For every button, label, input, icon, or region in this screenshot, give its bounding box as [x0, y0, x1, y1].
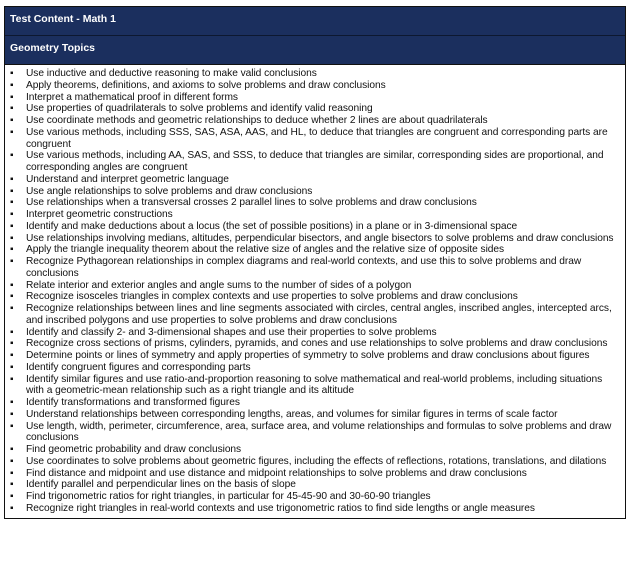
topic-text: Recognize isosceles triangles in complex contexts and use properties to solve problems and draw conclusions: [26, 291, 518, 303]
topic-text: Find trigonometric ratios for right triangles, in particular for 45-45-90 and 30-60-90 triangles: [26, 491, 431, 502]
topic-item: [9, 256, 621, 280]
bullet-icon: ▪: [10, 103, 14, 115]
bullet-icon: ▪: [10, 279, 14, 291]
bullet-icon: ▪: [10, 291, 14, 303]
topic-item: [9, 150, 621, 174]
topic-text: Use length, width, perimeter, circumference, area, surface area, and volume relationships and formulas to solve problems and draw conclusions: [26, 420, 612, 444]
topic-item: [9, 80, 621, 92]
topic-text: Use coordinate methods and geometric relationships to deduce whether 2 lines are about quadrilaterals: [26, 115, 488, 126]
topic-item: [9, 409, 621, 421]
bullet-icon: ▪: [10, 479, 14, 491]
topic-item: [9, 291, 621, 303]
topic-item: [9, 503, 621, 515]
topic-text: Recognize cross sections of prisms, cylinders, pyramids, and cones and use relationships to solve problems and draw conclusions: [26, 338, 608, 350]
topic-item: [9, 468, 621, 480]
topic-text: Apply the triangle inequality theorem about the relative size of angles and the relative size of opposite sides: [26, 244, 505, 256]
table-subtitle: Geometry Topics: [5, 36, 625, 65]
topic-text: Identify transformations and transformed figures: [26, 397, 240, 408]
topic-text: Identify and make deductions about a locus (the set of possible positions) in a plane or in 3-dimensional space: [26, 220, 518, 232]
topic-text: Understand and interpret geometric language: [26, 173, 229, 185]
topic-item: [9, 127, 621, 151]
bullet-icon: ▪: [10, 256, 14, 267]
topic-item: [9, 338, 621, 350]
topic-item: [9, 479, 621, 491]
bullet-icon: ▪: [10, 220, 14, 232]
topic-text: Use relationships involving medians, altitudes, perpendicular bisectors, and angle bisectors to solve problems and draw conclusions: [26, 232, 614, 244]
topic-text: Use relationships when a transversal crosses 2 parallel lines to solve problems and draw conclusions: [26, 197, 477, 209]
bullet-icon: ▪: [10, 444, 14, 455]
topic-item: [9, 186, 621, 198]
bullet-icon: ▪: [10, 68, 14, 79]
topic-text: Identify and classify 2- and 3-dimensional shapes and use their properties to solve problems: [26, 326, 437, 338]
topic-item: [9, 92, 621, 104]
topic-item: [9, 397, 621, 409]
bullet-icon: ▪: [10, 373, 14, 385]
topic-item: [9, 174, 621, 186]
bullet-icon: ▪: [10, 126, 14, 138]
topic-item: [9, 103, 621, 115]
topic-text: Use angle relationships to solve problems and draw conclusions: [26, 185, 313, 197]
topic-item: [9, 350, 621, 362]
topic-text: Use coordinates to solve problems about geometric figures, including the effects of reflections, rotations, translations, and dilations: [26, 455, 607, 467]
bullet-icon: ▪: [10, 502, 14, 514]
bullet-icon: ▪: [10, 209, 14, 220]
bullet-icon: ▪: [10, 91, 14, 103]
topic-text: Recognize right triangles in real-world contexts and use trigonometric ratios to find side lengths or angle measures: [26, 502, 535, 514]
topic-item: [9, 327, 621, 339]
topic-text: Recognize Pythagorean relationships in complex diagrams and real-world contexts, and use this to solve problems and draw conclusions: [26, 256, 582, 279]
bullet-icon: ▪: [10, 338, 14, 350]
topic-text: Use various methods, including AA, SAS, and SSS, to deduce that triangles are similar, corresponding sides are proportional, and corresponding angles are congruent: [26, 150, 604, 173]
topic-item: [9, 362, 621, 374]
topic-text: Identify similar figures and use ratio-and-proportion reasoning to solve mathematical and real-world problems, including situations with a geometric-mean relationship such as a right triangle and its altitude: [26, 373, 603, 397]
topic-text: Use inductive and deductive reasoning to make valid conclusions: [26, 68, 317, 79]
topic-text: Interpret a mathematical proof in different forms: [26, 91, 238, 103]
topic-text: Determine points or lines of symmetry and apply properties of symmetry to solve problems and draw conclusions about figures: [26, 350, 590, 361]
topic-text: Interpret geometric constructions: [26, 209, 173, 220]
bullet-icon: ▪: [10, 232, 14, 244]
topic-item: [9, 491, 621, 503]
topic-item: [9, 221, 621, 233]
bullet-icon: ▪: [10, 197, 14, 209]
topic-text: Use properties of quadrilaterals to solve problems and identify valid reasoning: [26, 103, 373, 115]
topic-item: [9, 421, 621, 445]
bullet-icon: ▪: [10, 491, 14, 502]
bullet-icon: ▪: [10, 397, 14, 408]
topics-list: [9, 68, 621, 515]
topic-item: [9, 233, 621, 245]
topic-text: Find distance and midpoint and use distance and midpoint relationships to solve problems and draw conclusions: [26, 467, 527, 479]
topic-item: [9, 456, 621, 468]
bullet-icon: ▪: [10, 150, 14, 162]
topic-item: [9, 444, 621, 456]
bullet-icon: ▪: [10, 173, 14, 185]
bullet-icon: ▪: [10, 455, 14, 467]
bullet-icon: ▪: [10, 350, 14, 361]
bullet-icon: ▪: [10, 467, 14, 479]
topic-item: [9, 209, 621, 221]
topic-text: Recognize relationships between lines and line segments associated with circles, central angles, inscribed angles, intercepted arcs, and inscribed polygons and use properties to solve problems and draw conclusions: [26, 303, 612, 326]
bullet-icon: ▪: [10, 115, 14, 126]
bullet-icon: ▪: [10, 420, 14, 432]
bullet-icon: ▪: [10, 185, 14, 197]
topic-item: [9, 115, 621, 127]
topic-text: Use various methods, including SSS, SAS, ASA, AAS, and HL, to deduce that triangles are congruent and corresponding parts are congruent: [26, 126, 608, 150]
topic-text: Apply theorems, definitions, and axioms to solve problems and draw conclusions: [26, 79, 386, 91]
topic-item: [9, 244, 621, 256]
content-table: [4, 6, 626, 519]
topic-item: [9, 374, 621, 398]
bullet-icon: ▪: [10, 408, 14, 420]
topics-cell: [5, 65, 625, 518]
topic-text: Identify parallel and perpendicular lines on the basis of slope: [26, 479, 296, 491]
topic-text: Find geometric probability and draw conclusions: [26, 444, 242, 455]
topic-text: Relate interior and exterior angles and angle sums to the number of sides of a polygon: [26, 279, 412, 291]
topic-item: [9, 303, 621, 327]
table-title: Test Content - Math 1: [5, 7, 625, 36]
bullet-icon: ▪: [10, 326, 14, 338]
topic-item: [9, 197, 621, 209]
topic-text: Understand relationships between corresponding lengths, areas, and volumes for similar figures in terms of scale factor: [26, 408, 558, 420]
topic-text: Identify congruent figures and corresponding parts: [26, 361, 251, 373]
bullet-icon: ▪: [10, 79, 14, 91]
bullet-icon: ▪: [10, 361, 14, 373]
bullet-icon: ▪: [10, 244, 14, 256]
bullet-icon: ▪: [10, 303, 14, 314]
topic-item: [9, 68, 621, 80]
topic-item: [9, 280, 621, 292]
